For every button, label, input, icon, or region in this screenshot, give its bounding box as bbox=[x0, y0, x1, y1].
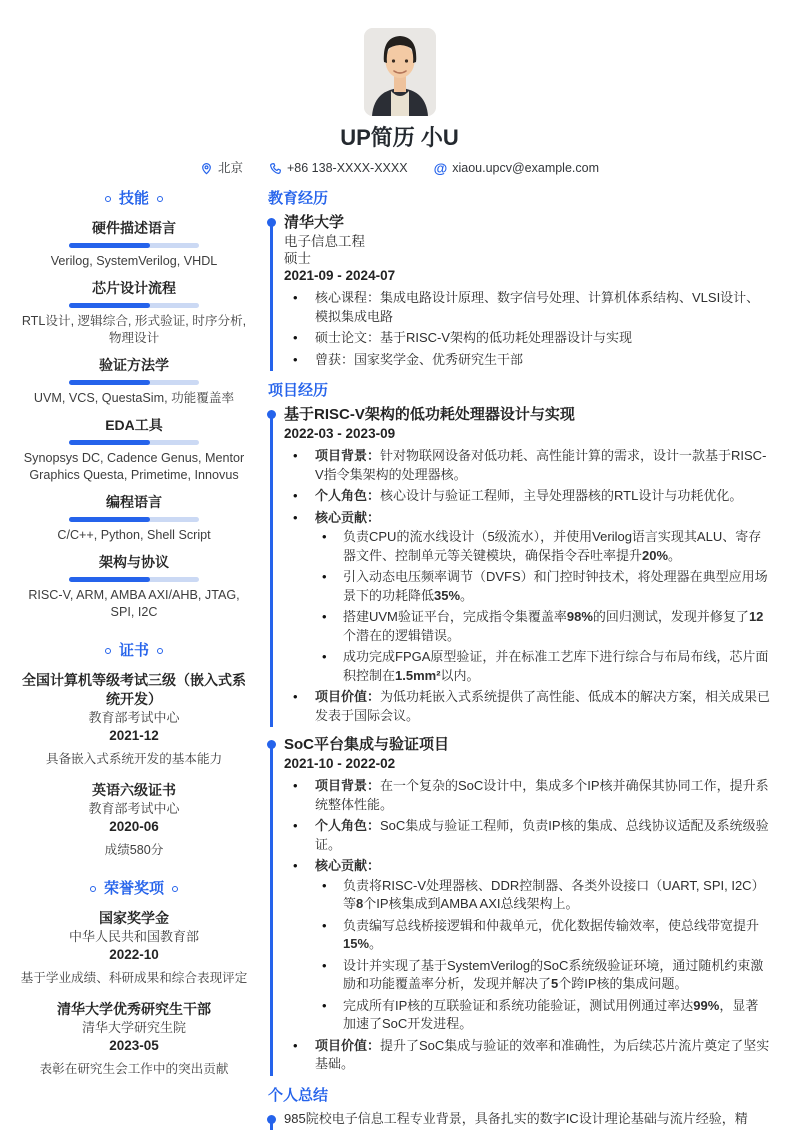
text-run: 搭建UVM验证平台，完成指令集覆盖率 bbox=[343, 609, 567, 624]
certificate bbox=[18, 781, 250, 859]
certificate bbox=[18, 671, 250, 768]
text-run: 的回归测试，发现并修复了 bbox=[592, 609, 749, 624]
skill-name: 硬件描述语言 bbox=[92, 220, 176, 236]
sub-bullet-item bbox=[315, 528, 771, 565]
skill-name: EDA工具 bbox=[105, 417, 163, 433]
bullet-item bbox=[284, 447, 771, 484]
content-columns bbox=[0, 189, 799, 1130]
text-run: 针对物联网设备对低功耗、高性能计算的需求，设计一款基于RISC-V指令集架构的处理器核。 bbox=[315, 448, 767, 482]
contact-location bbox=[200, 160, 243, 177]
bold-text: 核心贡献： bbox=[315, 858, 381, 873]
summary-entry bbox=[270, 1110, 771, 1129]
text-run: 个IP核集成到AMBA AXI总线架构上。 bbox=[363, 896, 579, 911]
bullet-item bbox=[284, 1037, 771, 1074]
text-run: SoC集成与验证工程师，负责IP核的集成、总线协议适配及系统级验证。 bbox=[315, 818, 769, 852]
skill-desc: Verilog, SystemVerilog, VHDL bbox=[50, 254, 218, 268]
sub-bullet-item bbox=[315, 648, 771, 685]
awards-list bbox=[18, 909, 250, 1078]
bullet-item bbox=[284, 857, 771, 1034]
project-entry bbox=[270, 405, 771, 725]
bullet-item bbox=[284, 329, 771, 348]
award bbox=[18, 1000, 250, 1078]
projects-heading: 项目经历 bbox=[268, 382, 329, 399]
text-run: 核心设计与验证工程师，主导处理器核的RTL设计与功耗优化。 bbox=[380, 488, 743, 503]
education-meta: 电子信息工程 bbox=[284, 234, 365, 249]
education-meta: 硕士 bbox=[284, 251, 311, 266]
project-title: 基于RISC-V架构的低功耗处理器设计与实现 bbox=[284, 406, 575, 423]
at-sign-icon: @ bbox=[433, 160, 448, 176]
ring-icon bbox=[105, 196, 111, 202]
timeline-line bbox=[270, 748, 273, 1076]
bold-text: 项目价值： bbox=[315, 689, 381, 704]
text-run: 负责将RISC-V处理器核、DDR控制器、各类外设接口（UART, SPI, I2C）等 bbox=[343, 877, 765, 911]
map-pin-icon bbox=[200, 162, 213, 175]
skills-list bbox=[18, 219, 250, 621]
award-desc: 表彰在研究生会工作中的突出贡献 bbox=[39, 1062, 229, 1076]
bullet-item bbox=[284, 688, 771, 725]
skill-desc: UVM, VCS, QuestaSim, 功能覆盖率 bbox=[33, 391, 235, 405]
main-column bbox=[262, 189, 799, 1130]
summary-entry bbox=[268, 1110, 771, 1129]
skill-item bbox=[18, 493, 250, 544]
timeline-line bbox=[270, 418, 273, 727]
portrait-illustration bbox=[364, 28, 436, 116]
candidate-name: UP简历 小U bbox=[340, 125, 459, 150]
sub-bullet-item bbox=[315, 997, 771, 1034]
bold-text: 12 bbox=[748, 609, 764, 624]
bold-text: 个人角色： bbox=[315, 488, 381, 503]
timeline-line bbox=[270, 226, 273, 371]
phone-text: +86 138-XXXX-XXXX bbox=[287, 161, 408, 175]
certificate-issuer: 教育部考试中心 bbox=[88, 801, 180, 816]
skill-item bbox=[18, 279, 250, 347]
project-bullets bbox=[284, 447, 771, 725]
text-run: 。 bbox=[369, 936, 383, 951]
education-period: 2021-09 - 2024-07 bbox=[284, 268, 396, 283]
skill-level-bar bbox=[69, 517, 199, 522]
text-run: 负责编写总线桥接逻辑和仲裁单元，优化数据传输效率，使总线带宽提升 bbox=[343, 917, 760, 933]
bold-text: 20% bbox=[642, 547, 669, 563]
certs-heading bbox=[18, 641, 250, 661]
certificate-date: 2020-06 bbox=[109, 819, 159, 834]
skill-level-fill bbox=[69, 440, 150, 445]
skill-level-fill bbox=[69, 517, 150, 522]
certs-heading-text: 证书 bbox=[118, 642, 149, 659]
awards-heading-text: 荣誉奖项 bbox=[103, 880, 164, 897]
bullet-item bbox=[284, 817, 771, 854]
bullet-item bbox=[284, 777, 771, 814]
award-desc: 基于学业成绩、科研成果和综合表现评定 bbox=[20, 971, 248, 985]
bold-text: 35% bbox=[434, 587, 461, 603]
skill-desc: RISC-V, ARM, AMBA AXI/AHB, JTAG, SPI, I2C bbox=[28, 588, 240, 619]
text-run: 曾获：国家奖学金、优秀研究生干部 bbox=[315, 351, 524, 367]
projects-section bbox=[268, 381, 771, 1074]
summary-section bbox=[268, 1086, 771, 1129]
text-run: 核心课程：集成电路设计原理、数字信号处理、计算机体系结构、VLSI设计、模拟集成电路 bbox=[315, 290, 760, 324]
award-issuer: 清华大学研究生院 bbox=[81, 1020, 186, 1035]
skill-name: 验证方法学 bbox=[99, 357, 169, 373]
bold-text: 5 bbox=[551, 976, 559, 991]
bold-text: 个人角色： bbox=[315, 818, 381, 833]
skill-level-bar bbox=[69, 440, 199, 445]
sub-bullet-item bbox=[315, 917, 771, 954]
sidebar bbox=[0, 189, 262, 1130]
summary-heading: 个人总结 bbox=[268, 1086, 329, 1104]
email-text: xiaou.upcv@example.com bbox=[452, 161, 600, 175]
award-name: 国家奖学金 bbox=[99, 910, 169, 926]
contact-row bbox=[0, 160, 799, 177]
sub-bullet-list bbox=[315, 528, 771, 685]
text-run: 在一个复杂的SoC设计中，集成多个IP核并确保其协同工作，提升系统整体性能。 bbox=[315, 778, 769, 812]
skills-heading bbox=[18, 189, 250, 209]
skills-heading-text: 技能 bbox=[118, 190, 149, 207]
bold-text: 99% bbox=[693, 997, 720, 1013]
bold-text: 8 bbox=[356, 896, 364, 911]
education-entry bbox=[270, 213, 771, 369]
certificate-name: 英语六级证书 bbox=[92, 782, 176, 798]
sub-bullet-list bbox=[315, 877, 771, 1034]
timeline-dot bbox=[267, 410, 276, 419]
text-run: 硕士论文：基于RISC-V架构的低功耗处理器设计与实现 bbox=[315, 330, 633, 345]
bold-text: 98% bbox=[566, 609, 593, 624]
education-bullets bbox=[284, 289, 771, 369]
sub-bullet-item bbox=[315, 608, 771, 645]
skill-level-fill bbox=[69, 303, 150, 308]
contact-email bbox=[434, 160, 599, 177]
text-run: 以内。 bbox=[440, 667, 480, 683]
skill-item bbox=[18, 553, 250, 621]
bold-text: 项目背景： bbox=[315, 778, 381, 793]
education-entries bbox=[268, 213, 771, 369]
skill-item bbox=[18, 356, 250, 407]
text-run: 完成所有IP核的互联验证和系统功能验证，测试用例通过率达 bbox=[343, 997, 694, 1013]
certs-list bbox=[18, 671, 250, 859]
skill-level-bar bbox=[69, 577, 199, 582]
skill-desc: Synopsys DC, Cadence Genus, Mentor Graphics Questa, Primetime, Innovus bbox=[23, 451, 245, 482]
skill-desc: C/C++, Python, Shell Script bbox=[57, 528, 211, 542]
skill-level-fill bbox=[69, 243, 150, 248]
bullet-item bbox=[284, 351, 771, 370]
skill-item bbox=[18, 219, 250, 270]
project-entries bbox=[268, 405, 771, 1074]
skill-level-bar bbox=[69, 243, 199, 248]
text-run: 个潜在的逻辑错误。 bbox=[343, 627, 461, 643]
phone-icon bbox=[269, 162, 282, 175]
timeline-line bbox=[270, 1123, 273, 1130]
location-text: 北京 bbox=[217, 161, 243, 175]
skill-name: 芯片设计流程 bbox=[92, 280, 176, 296]
resume-header bbox=[0, 28, 799, 177]
certificate-desc: 具备嵌入式系统开发的基本能力 bbox=[45, 752, 223, 766]
text-run: 为低功耗嵌入式系统提供了高性能、低成本的解决方案，相关成果已发表于国际会议。 bbox=[315, 689, 771, 723]
project-title: SoC平台集成与验证项目 bbox=[284, 736, 450, 753]
school-name: 清华大学 bbox=[284, 214, 345, 231]
bullet-item bbox=[284, 487, 771, 506]
project-entry bbox=[270, 735, 771, 1074]
bold-text: 15% bbox=[343, 936, 370, 951]
sub-bullet-item bbox=[315, 957, 771, 994]
awards-heading bbox=[18, 879, 250, 899]
text-run: 负责CPU的流水线设计（5级流水），并使用Verilog语言实现其ALU、寄存器文件、控制单元等关键模块，确保指令吞吐率提升 bbox=[343, 529, 762, 563]
timeline-dot bbox=[267, 218, 276, 227]
certificate-desc: 成绩580分 bbox=[104, 843, 164, 857]
project-period: 2021-10 - 2022-02 bbox=[284, 756, 396, 771]
ring-icon bbox=[90, 886, 96, 892]
award-date: 2022-10 bbox=[109, 947, 159, 962]
ring-icon bbox=[157, 648, 163, 654]
skills-section bbox=[18, 189, 250, 621]
text-run: 。 bbox=[460, 587, 474, 603]
award-date: 2023-05 bbox=[109, 1038, 159, 1053]
text-run: 。 bbox=[668, 547, 682, 563]
certificate-date: 2021-12 bbox=[109, 728, 159, 743]
awards-section bbox=[18, 879, 250, 1078]
education-heading: 教育经历 bbox=[268, 190, 329, 207]
text-run: 成功完成FPGA原型验证，并在标准工艺库下进行综合与布局布线，芯片面积控制在 bbox=[343, 649, 769, 683]
sub-bullet-item bbox=[315, 877, 771, 914]
timeline-dot bbox=[267, 1115, 276, 1124]
text-run: 引入动态电压频率调节（DVFS）和门控时钟技术，将处理器在典型应用场景下的功耗降低 bbox=[343, 569, 768, 603]
skill-level-bar bbox=[69, 380, 199, 385]
ring-icon bbox=[105, 648, 111, 654]
text-run: 个跨IP核的集成问题。 bbox=[558, 976, 688, 991]
contact-phone bbox=[269, 160, 408, 177]
bullet-item bbox=[284, 289, 771, 326]
award bbox=[18, 909, 250, 987]
profile-photo bbox=[364, 28, 436, 116]
education-section bbox=[268, 189, 771, 369]
text-run: 设计并实现了基于SystemVerilog的SoC系统级验证环境，通过随机约束激励和功能覆盖率分析，发现并解决了 bbox=[343, 957, 764, 991]
bold-text: 核心贡献： bbox=[315, 509, 381, 525]
skill-name: 架构与协议 bbox=[99, 554, 169, 570]
skill-level-fill bbox=[69, 380, 150, 385]
sub-bullet-item bbox=[315, 568, 771, 605]
bullet-item bbox=[284, 509, 771, 686]
ring-icon bbox=[172, 886, 178, 892]
bold-text: 1.5mm² bbox=[395, 667, 441, 683]
certs-section bbox=[18, 641, 250, 859]
skill-name: 编程语言 bbox=[106, 494, 162, 510]
text-run: 提升了SoC集成与验证的效率和准确性，为后续芯片流片奠定了坚实基础。 bbox=[315, 1037, 770, 1071]
project-bullets bbox=[284, 777, 771, 1074]
timeline-dot bbox=[267, 740, 276, 749]
project-period: 2022-03 - 2023-09 bbox=[284, 426, 396, 441]
award-issuer: 中华人民共和国教育部 bbox=[68, 929, 199, 944]
bold-text: 项目背景： bbox=[315, 448, 381, 463]
certificate-name: 全国计算机等级考试三级（嵌入式系统开发） bbox=[22, 672, 246, 707]
summary-text: 985院校电子信息工程专业背景，具备扎实的数字IC设计理论基础与流片经验，精 bbox=[284, 1110, 748, 1126]
text-run: ，显著加速了SoC开发进程。 bbox=[343, 997, 759, 1031]
certificate-issuer: 教育部考试中心 bbox=[88, 710, 180, 725]
bold-text: 项目价值： bbox=[315, 1037, 381, 1053]
skill-level-bar bbox=[69, 303, 199, 308]
skill-level-fill bbox=[69, 577, 150, 582]
skill-item bbox=[18, 416, 250, 484]
award-name: 清华大学优秀研究生干部 bbox=[57, 1001, 211, 1017]
skill-desc: RTL设计, 逻辑综合, 形式验证, 时序分析, 物理设计 bbox=[21, 314, 247, 345]
ring-icon bbox=[157, 196, 163, 202]
